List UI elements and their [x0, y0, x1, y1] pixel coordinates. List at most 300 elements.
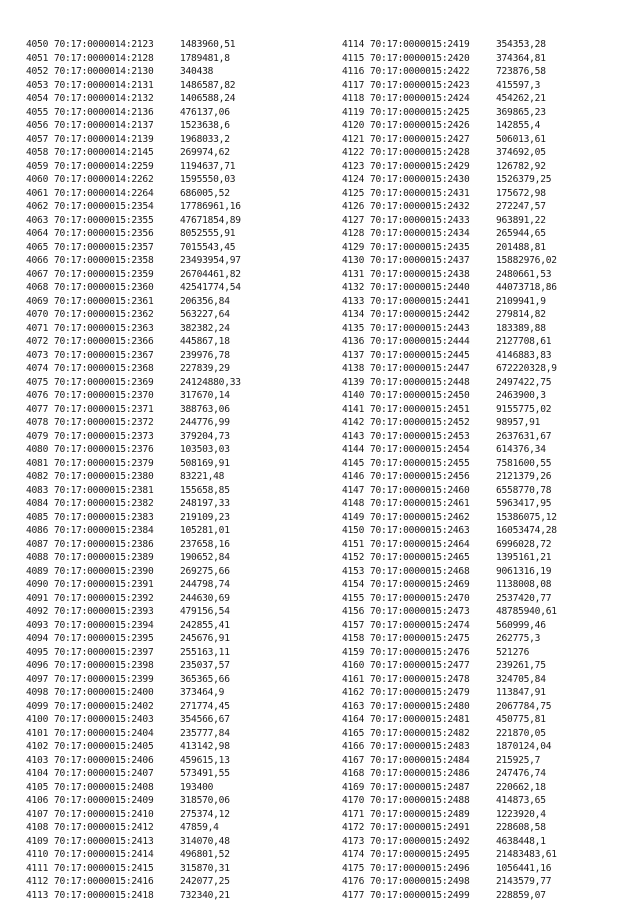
cadastral-number: 70:17:0000015:2476 [370, 646, 470, 658]
row-value: 6996028,72 [496, 538, 552, 550]
table-row [26, 632, 326, 646]
row-value: 317670,14 [180, 390, 230, 401]
row-number: 4167 [342, 754, 365, 766]
table-row [26, 821, 326, 835]
cadastral-number: 70:17:0000014:2132 [54, 93, 154, 104]
row-value: 26704461,82 [180, 268, 241, 280]
table-row [342, 862, 640, 876]
row-number: 4103 [26, 754, 49, 766]
cadastral-number: 70:17:0000015:2499 [370, 889, 470, 901]
row-value: 324705,84 [496, 673, 546, 685]
cadastral-number: 70:17:0000014:2136 [54, 106, 154, 118]
table-row [26, 889, 326, 903]
table-row [26, 362, 326, 376]
table-row [342, 227, 640, 241]
cadastral-number: 70:17:0000015:2408 [54, 781, 154, 793]
row-number: 4152 [342, 552, 365, 563]
row-value: 2480661,53 [496, 268, 552, 280]
row-value: 354353,28 [496, 39, 546, 50]
row-value: 2537420,77 [496, 592, 552, 604]
cadastral-number: 70:17:0000015:2424 [370, 93, 470, 104]
row-value: 1406588,24 [180, 93, 236, 104]
table-row [342, 457, 640, 471]
table-row [26, 646, 326, 660]
table-row [342, 133, 640, 147]
cadastral-number: 70:17:0000015:2393 [54, 606, 154, 617]
cadastral-number: 70:17:0000015:2406 [54, 754, 154, 766]
table-row [342, 767, 640, 781]
row-value: 1138008,08 [496, 579, 552, 590]
table-row [26, 173, 326, 187]
cadastral-number: 70:17:0000015:2464 [370, 538, 470, 550]
row-value: 450775,81 [496, 714, 546, 725]
cadastral-number: 70:17:0000015:2451 [370, 403, 470, 415]
cadastral-number: 70:17:0000015:2480 [370, 700, 470, 712]
table-row [26, 187, 326, 201]
cadastral-number: 70:17:0000014:2145 [54, 147, 154, 158]
row-value: 279814,82 [496, 309, 546, 320]
row-value: 220662,18 [496, 781, 546, 793]
row-number: 4114 [342, 39, 365, 50]
table-row [26, 781, 326, 795]
table-row [26, 200, 326, 214]
row-number: 4125 [342, 187, 365, 199]
row-value: 672220328,9 [496, 363, 557, 374]
row-value: 2121379,26 [496, 471, 552, 482]
cadastral-number: 70:17:0000014:2262 [54, 174, 154, 185]
row-value: 271774,45 [180, 700, 230, 712]
table-row [26, 214, 326, 228]
table-row [342, 794, 640, 808]
table-row [26, 52, 326, 66]
row-number: 4144 [342, 444, 365, 455]
table-row [26, 335, 326, 349]
cadastral-number: 70:17:0000015:2422 [370, 66, 470, 77]
row-value: 686005,52 [180, 187, 230, 199]
row-value: 245676,91 [180, 633, 230, 644]
row-number: 4156 [342, 606, 365, 617]
cadastral-number: 70:17:0000014:2259 [54, 160, 154, 172]
row-number: 4132 [342, 282, 365, 293]
table-row [342, 713, 640, 727]
cadastral-number: 70:17:0000015:2423 [370, 79, 470, 91]
table-row [26, 767, 326, 781]
cadastral-number: 70:17:0000015:2405 [54, 741, 154, 752]
cadastral-number: 70:17:0000015:2489 [370, 808, 470, 820]
table-row [342, 443, 640, 457]
table-row [342, 740, 640, 754]
row-number: 4164 [342, 714, 365, 725]
row-value: 142855,4 [496, 120, 541, 131]
row-number: 4056 [26, 120, 49, 131]
table-row [342, 727, 640, 741]
row-number: 4071 [26, 322, 49, 334]
row-value: 476137,06 [180, 106, 230, 118]
row-number: 4175 [342, 862, 365, 874]
row-value: 17786961,16 [180, 201, 241, 212]
cadastral-number: 70:17:0000015:2475 [370, 633, 470, 644]
row-number: 4050 [26, 39, 49, 50]
row-value: 47671854,89 [180, 214, 241, 226]
row-number: 4169 [342, 781, 365, 793]
table-row [342, 281, 640, 295]
cadastral-number: 70:17:0000015:2456 [370, 471, 470, 482]
table-row [342, 173, 640, 187]
row-value: 15386075,12 [496, 511, 557, 523]
row-number: 4134 [342, 309, 365, 320]
table-row [26, 430, 326, 444]
cadastral-number: 70:17:0000015:2430 [370, 174, 470, 185]
row-number: 4136 [342, 336, 365, 347]
row-value: 244630,69 [180, 592, 230, 604]
cadastral-number: 70:17:0000015:2371 [54, 403, 154, 415]
cadastral-number: 70:17:0000014:2139 [54, 133, 154, 145]
row-number: 4145 [342, 457, 365, 469]
row-number: 4058 [26, 147, 49, 158]
row-number: 4147 [342, 484, 365, 496]
row-value: 193400 [180, 781, 214, 793]
row-value: 190652,84 [180, 552, 230, 563]
row-value: 379204,73 [180, 430, 230, 442]
row-number: 4165 [342, 727, 365, 739]
cadastral-number: 70:17:0000015:2486 [370, 768, 470, 779]
row-number: 4140 [342, 390, 365, 401]
table-row [342, 497, 640, 511]
row-number: 4124 [342, 174, 365, 185]
cadastral-number: 70:17:0000015:2441 [370, 295, 470, 307]
cadastral-number: 70:17:0000015:2479 [370, 687, 470, 698]
row-value: 1526379,25 [496, 174, 552, 185]
row-value: 563227,64 [180, 309, 230, 320]
row-number: 4150 [342, 525, 365, 536]
cadastral-number: 70:17:0000015:2463 [370, 525, 470, 536]
row-number: 4133 [342, 295, 365, 307]
row-number: 4160 [342, 660, 365, 671]
row-value: 201488,81 [496, 241, 546, 253]
cadastral-number: 70:17:0000015:2372 [54, 417, 154, 428]
row-value: 369865,23 [496, 106, 546, 118]
row-number: 4105 [26, 781, 49, 793]
cadastral-number: 70:17:0000015:2433 [370, 214, 470, 226]
table-row [342, 673, 640, 687]
cadastral-number: 70:17:0000015:2382 [54, 498, 154, 509]
cadastral-number: 70:17:0000015:2416 [54, 876, 154, 887]
table-row [26, 416, 326, 430]
row-number: 4170 [342, 795, 365, 806]
cadastral-number: 70:17:0000015:2440 [370, 282, 470, 293]
table-row [26, 592, 326, 606]
row-value: 155658,85 [180, 484, 230, 496]
cadastral-number: 70:17:0000015:2356 [54, 228, 154, 239]
left-column [26, 38, 326, 902]
row-value: 4146883,83 [496, 349, 552, 361]
table-row [26, 619, 326, 633]
row-value: 459615,13 [180, 754, 230, 766]
row-value: 365365,66 [180, 673, 230, 685]
table-row [26, 403, 326, 417]
row-number: 4117 [342, 79, 365, 91]
row-number: 4083 [26, 484, 49, 496]
row-number: 4149 [342, 511, 365, 523]
row-value: 2637631,67 [496, 430, 552, 442]
row-number: 4052 [26, 66, 49, 77]
row-number: 4078 [26, 417, 49, 428]
cadastral-number: 70:17:0000015:2425 [370, 106, 470, 118]
row-value: 206356,84 [180, 295, 230, 307]
cadastral-number: 70:17:0000015:2354 [54, 201, 154, 212]
table-row [342, 389, 640, 403]
table-row [26, 295, 326, 309]
row-number: 4127 [342, 214, 365, 226]
row-value: 7581600,55 [496, 457, 552, 469]
cadastral-number: 70:17:0000015:2368 [54, 363, 154, 374]
cadastral-number: 70:17:0000015:2483 [370, 741, 470, 752]
row-number: 4092 [26, 606, 49, 617]
table-row [26, 565, 326, 579]
table-row [26, 686, 326, 700]
row-number: 4158 [342, 633, 365, 644]
row-value: 963891,22 [496, 214, 546, 226]
row-number: 4155 [342, 592, 365, 604]
cadastral-number: 70:17:0000015:2355 [54, 214, 154, 226]
table-row [342, 538, 640, 552]
row-value: 506013,61 [496, 133, 546, 145]
table-row [26, 700, 326, 714]
row-number: 4148 [342, 498, 365, 509]
cadastral-number: 70:17:0000015:2392 [54, 592, 154, 604]
row-value: 723876,58 [496, 66, 546, 77]
row-number: 4171 [342, 808, 365, 820]
row-value: 6558770,78 [496, 484, 552, 496]
row-value: 614376,34 [496, 444, 546, 455]
cadastral-number: 70:17:0000015:2367 [54, 349, 154, 361]
table-row [342, 295, 640, 309]
row-value: 275374,12 [180, 808, 230, 820]
cadastral-number: 70:17:0000015:2395 [54, 633, 154, 644]
table-row [26, 79, 326, 93]
row-number: 4099 [26, 700, 49, 712]
row-number: 4076 [26, 390, 49, 401]
cadastral-number: 70:17:0000014:2128 [54, 52, 154, 64]
row-value: 479156,54 [180, 606, 230, 617]
cadastral-number: 70:17:0000015:2447 [370, 363, 470, 374]
row-number: 4098 [26, 687, 49, 698]
cadastral-number: 70:17:0000015:2488 [370, 795, 470, 806]
cadastral-number: 70:17:0000015:2435 [370, 241, 470, 253]
table-row [26, 673, 326, 687]
table-row [342, 605, 640, 619]
table-row [26, 713, 326, 727]
row-value: 42541774,54 [180, 282, 241, 293]
cadastral-number: 70:17:0000015:2380 [54, 471, 154, 482]
row-value: 1523638,6 [180, 120, 230, 131]
row-value: 228859,07 [496, 889, 546, 901]
cadastral-number: 70:17:0000015:2429 [370, 160, 470, 172]
table-row [342, 268, 640, 282]
row-number: 4138 [342, 363, 365, 374]
row-number: 4084 [26, 498, 49, 509]
table-row [342, 187, 640, 201]
cadastral-number: 70:17:0000015:2478 [370, 673, 470, 685]
table-row [342, 92, 640, 106]
row-value: 732340,21 [180, 889, 230, 901]
table-row [26, 38, 326, 52]
row-number: 4174 [342, 849, 365, 860]
row-number: 4146 [342, 471, 365, 482]
cadastral-number: 70:17:0000015:2366 [54, 336, 154, 347]
cadastral-number: 70:17:0000015:2394 [54, 619, 154, 631]
row-value: 269974,62 [180, 147, 230, 158]
cadastral-number: 70:17:0000014:2131 [54, 79, 154, 91]
row-number: 4062 [26, 201, 49, 212]
row-number: 4057 [26, 133, 49, 145]
cadastral-number: 70:17:0000015:2443 [370, 322, 470, 334]
row-value: 83221,48 [180, 471, 225, 482]
table-row [342, 403, 640, 417]
cadastral-number: 70:17:0000015:2403 [54, 714, 154, 725]
table-row [26, 497, 326, 511]
cadastral-number: 70:17:0000015:2487 [370, 781, 470, 793]
table-row [342, 659, 640, 673]
row-value: 103503,03 [180, 444, 230, 455]
table-row [342, 524, 640, 538]
row-number: 4157 [342, 619, 365, 631]
cadastral-number: 70:17:0000015:2410 [54, 808, 154, 820]
cadastral-number: 70:17:0000014:2130 [54, 66, 154, 77]
table-row [342, 214, 640, 228]
table-row [342, 106, 640, 120]
cadastral-number: 70:17:0000015:2413 [54, 835, 154, 847]
row-value: 415597,3 [496, 79, 541, 91]
table-row [26, 727, 326, 741]
row-value: 23493954,97 [180, 255, 241, 266]
row-value: 413142,98 [180, 741, 230, 752]
cadastral-number: 70:17:0000015:2455 [370, 457, 470, 469]
cadastral-number: 70:17:0000015:2481 [370, 714, 470, 725]
cadastral-number: 70:17:0000015:2369 [54, 376, 154, 388]
row-number: 4060 [26, 174, 49, 185]
row-value: 235777,84 [180, 727, 230, 739]
table-row [26, 848, 326, 862]
row-number: 4095 [26, 646, 49, 658]
row-number: 4110 [26, 849, 49, 860]
cadastral-number: 70:17:0000015:2469 [370, 579, 470, 590]
table-row [342, 416, 640, 430]
row-number: 4106 [26, 795, 49, 806]
row-number: 4100 [26, 714, 49, 725]
row-value: 1595550,03 [180, 174, 236, 185]
row-value: 382382,24 [180, 322, 230, 334]
row-number: 4082 [26, 471, 49, 482]
table-row [342, 781, 640, 795]
table-row [342, 484, 640, 498]
row-number: 4126 [342, 201, 365, 212]
row-number: 4159 [342, 646, 365, 658]
row-number: 4142 [342, 417, 365, 428]
row-number: 4066 [26, 255, 49, 266]
table-row [342, 160, 640, 174]
cadastral-number: 70:17:0000015:2453 [370, 430, 470, 442]
table-row [342, 322, 640, 336]
row-value: 126782,92 [496, 160, 546, 172]
row-number: 4090 [26, 579, 49, 590]
row-value: 4638448,1 [496, 835, 546, 847]
cadastral-number: 70:17:0000015:2460 [370, 484, 470, 496]
row-number: 4176 [342, 876, 365, 887]
table-row [342, 592, 640, 606]
row-value: 5963417,95 [496, 498, 552, 509]
table-row [26, 808, 326, 822]
cadastral-number: 70:17:0000015:2404 [54, 727, 154, 739]
row-value: 15882976,02 [496, 255, 557, 266]
row-number: 4073 [26, 349, 49, 361]
table-row [26, 376, 326, 390]
row-value: 9061316,19 [496, 565, 552, 577]
table-row [342, 686, 640, 700]
row-value: 221870,05 [496, 727, 546, 739]
row-number: 4088 [26, 552, 49, 563]
cadastral-number: 70:17:0000015:2461 [370, 498, 470, 509]
cadastral-number: 70:17:0000015:2379 [54, 457, 154, 469]
row-value: 48785940,61 [496, 606, 557, 617]
row-value: 388763,06 [180, 403, 230, 415]
cadastral-number: 70:17:0000015:2474 [370, 619, 470, 631]
row-value: 183389,88 [496, 322, 546, 334]
cadastral-number: 70:17:0000015:2452 [370, 417, 470, 428]
table-row [26, 538, 326, 552]
row-number: 4129 [342, 241, 365, 253]
cadastral-number: 70:17:0000015:2391 [54, 579, 154, 590]
cadastral-number: 70:17:0000015:2450 [370, 390, 470, 401]
table-row [342, 430, 640, 444]
row-value: 354566,67 [180, 714, 230, 725]
row-number: 4051 [26, 52, 49, 64]
cadastral-number: 70:17:0000015:2428 [370, 147, 470, 158]
cadastral-number: 70:17:0000015:2434 [370, 228, 470, 239]
cadastral-number: 70:17:0000015:2473 [370, 606, 470, 617]
row-value: 1483960,51 [180, 39, 236, 50]
row-value: 16053474,28 [496, 525, 557, 536]
row-number: 4070 [26, 309, 49, 320]
row-number: 4061 [26, 187, 49, 199]
table-row [26, 146, 326, 160]
cadastral-number: 70:17:0000015:2398 [54, 660, 154, 671]
cadastral-number: 70:17:0000015:2397 [54, 646, 154, 658]
row-value: 235037,57 [180, 660, 230, 671]
cadastral-number: 70:17:0000014:2264 [54, 187, 154, 199]
row-value: 7015543,45 [180, 241, 236, 253]
row-number: 4072 [26, 336, 49, 347]
row-value: 521276 [496, 646, 530, 658]
table-row [26, 241, 326, 255]
table-row [342, 335, 640, 349]
table-row [26, 457, 326, 471]
row-number: 4143 [342, 430, 365, 442]
table-row [342, 700, 640, 714]
table-row [342, 889, 640, 903]
row-value: 244798,74 [180, 579, 230, 590]
row-number: 4107 [26, 808, 49, 820]
row-number: 4162 [342, 687, 365, 698]
cadastral-number: 70:17:0000015:2357 [54, 241, 154, 253]
row-number: 4112 [26, 876, 49, 887]
row-number: 4097 [26, 673, 49, 685]
cadastral-number: 70:17:0000015:2498 [370, 876, 470, 887]
row-number: 4101 [26, 727, 49, 739]
cadastral-number: 70:17:0000015:2420 [370, 52, 470, 64]
row-number: 4115 [342, 52, 365, 64]
row-value: 1223920,4 [496, 808, 546, 820]
